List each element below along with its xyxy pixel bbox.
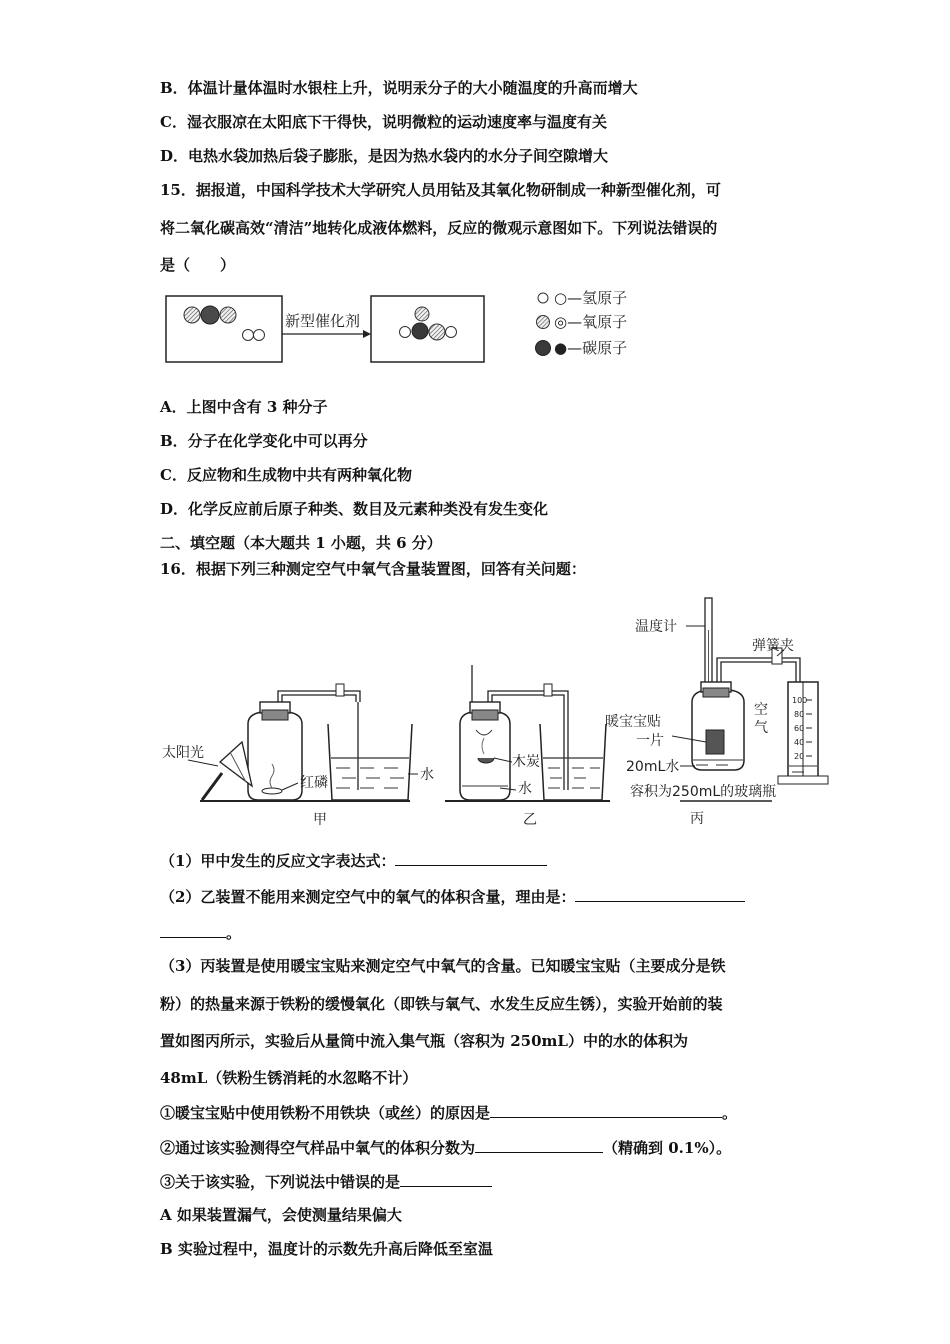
apparatus-figure bbox=[160, 590, 840, 830]
caption-yi: 乙 bbox=[523, 812, 537, 828]
answer-blank-4[interactable] bbox=[475, 1137, 603, 1153]
warmer-label: 暖宝宝贴 bbox=[605, 714, 661, 730]
legend-hydrogen: ○—氢原子 bbox=[554, 289, 628, 307]
air-label-2: 气 bbox=[754, 720, 768, 736]
sub-question-1 bbox=[160, 850, 547, 871]
item-1-text: ①暖宝宝贴中使用铁粉不用铁块（或丝）的原因是 bbox=[160, 1104, 491, 1122]
option-b: B．分子在化学变化中可以再分 bbox=[160, 432, 368, 450]
hydrogen-atom-icon bbox=[400, 327, 411, 338]
item-2 bbox=[160, 1137, 731, 1158]
jia-phosphorus-label: 红磷 bbox=[300, 775, 328, 791]
yi-charcoal-label: 木炭 bbox=[512, 754, 540, 770]
tick-20: 20 bbox=[794, 752, 805, 761]
sub-question-1-text: （1）甲中发生的反应文字表达式： bbox=[160, 852, 396, 870]
oxygen-atom-icon bbox=[220, 307, 236, 323]
caption-jia: 甲 bbox=[313, 812, 327, 828]
warmer-count-label: 一片 bbox=[636, 733, 664, 749]
tick-40: 40 bbox=[794, 738, 805, 747]
legend-oxygen: ◎—氧原子 bbox=[554, 313, 628, 331]
item-1 bbox=[160, 1102, 737, 1123]
option-d-line: D．电热水袋加热后袋子膨胀，是因为热水袋内的水分子间空隙增大 bbox=[160, 147, 609, 165]
sub-question-3-line-2: 粉）的热量来源于铁粉的缓慢氧化（即铁与氧气、水发生反应生锈），实验开始前的装 bbox=[160, 995, 723, 1013]
sub-question-2 bbox=[160, 886, 745, 907]
hydrogen-atom-icon bbox=[446, 327, 457, 338]
item-3-text: ③关于该实验，下列说法中错误的是 bbox=[160, 1173, 401, 1191]
caption-bing: 丙 bbox=[690, 811, 704, 827]
apparatus-yi bbox=[445, 665, 610, 828]
question-15-line-1: 15．据报道，中国科学技术大学研究人员用钴及其氧化物研制成一种新型催化剂，可 bbox=[160, 181, 721, 199]
question-15-line-2: 将二氧化碳高效“清洁”地转化成液体燃料，反应的微观示意图如下。下列说法错误的 bbox=[160, 219, 718, 237]
legend-oxygen-icon bbox=[537, 316, 550, 329]
option-c-line: C．湿衣服凉在太阳底下干得快，说明微粒的运动速度率与温度有关 bbox=[160, 113, 607, 131]
legend-hydrogen-icon bbox=[538, 293, 548, 303]
item-1-end: 。 bbox=[722, 1104, 738, 1122]
oxygen-atom-icon bbox=[429, 324, 445, 340]
item-2-end: （精确到 0.1%）。 bbox=[603, 1139, 732, 1157]
clamp-label: 弹簧夹 bbox=[752, 638, 794, 654]
question-16: 16．根据下列三种测定空气中氧气含量装置图，回答有关问题： bbox=[160, 560, 586, 578]
legend-carbon-icon bbox=[536, 341, 551, 356]
sub-question-2-text: （2）乙装置不能用来测定空气中的氧气的体积含量，理由是： bbox=[160, 888, 576, 906]
answer-blank-1[interactable] bbox=[395, 850, 547, 866]
sunlight-label: 太阳光 bbox=[162, 745, 204, 761]
legend-carbon: ●—碳原子 bbox=[554, 339, 628, 357]
answer-blank-3[interactable] bbox=[490, 1102, 722, 1118]
answer-blank-2b[interactable] bbox=[160, 922, 226, 938]
section-heading: 二、填空题（本大题共 1 小题，共 6 分） bbox=[160, 534, 442, 552]
yi-water-label: 水 bbox=[518, 781, 532, 797]
option-a: A．上图中含有 3 种分子 bbox=[160, 398, 328, 416]
question-15-line-3: 是（ ） bbox=[160, 256, 236, 274]
item-3 bbox=[160, 1171, 492, 1192]
oxygen-atom-icon bbox=[415, 307, 429, 321]
reaction-diagram bbox=[160, 285, 640, 370]
sub-question-3-line-4: 48mL（铁粉生锈消耗的水忽略不计） bbox=[160, 1069, 418, 1087]
reactant-box bbox=[166, 296, 282, 362]
sub-question-3-line-3: 置如图丙所示，实验后从量筒中流入集气瓶（容积为 250mL）中的水的体积为 bbox=[160, 1032, 688, 1050]
air-label-1: 空 bbox=[754, 702, 768, 718]
arrow-label: 新型催化剂 bbox=[285, 312, 361, 330]
hydrogen-atom-icon bbox=[254, 330, 265, 341]
option-c: C．反应物和生成物中共有两种氧化物 bbox=[160, 466, 412, 484]
jia-water-label: 水 bbox=[420, 767, 434, 783]
sub-question-2-continued bbox=[160, 922, 241, 943]
sub-question-2-end: 。 bbox=[226, 924, 242, 942]
sub-question-3-line-1: （3）丙装置是使用暖宝宝贴来测定空气中氧气的含量。已知暖宝宝贴（主要成分是铁 bbox=[160, 957, 726, 975]
apparatus-jia bbox=[162, 684, 434, 828]
water-volume-label: 20mL水 bbox=[626, 759, 680, 775]
oxygen-atom-icon bbox=[184, 307, 200, 323]
item-2-text: ②通过该实验测得空气样品中氧气的体积分数为 bbox=[160, 1139, 476, 1157]
answer-blank-2a[interactable] bbox=[575, 886, 745, 902]
answer-blank-5[interactable] bbox=[400, 1171, 492, 1187]
choice-a: A 如果装置漏气，会使测量结果偏大 bbox=[160, 1206, 402, 1224]
thermometer-label: 温度计 bbox=[635, 619, 677, 635]
tick-80: 80 bbox=[794, 710, 805, 719]
carbon-atom-icon bbox=[412, 323, 428, 339]
carbon-atom-icon bbox=[201, 306, 219, 324]
apparatus-bing bbox=[605, 598, 828, 827]
option-b-line: B．体温计量体温时水银柱上升，说明汞分子的大小随温度的升高而增大 bbox=[160, 79, 638, 97]
choice-b: B 实验过程中，温度计的示数先升高后降低至室温 bbox=[160, 1240, 493, 1258]
hydrogen-atom-icon bbox=[243, 330, 254, 341]
tick-60: 60 bbox=[794, 724, 805, 733]
bottle-label: 容积为250mL的玻璃瓶 bbox=[630, 784, 777, 800]
tick-100: 100 bbox=[792, 696, 808, 705]
option-d: D．化学反应前后原子种类、数目及元素种类没有发生变化 bbox=[160, 500, 549, 518]
